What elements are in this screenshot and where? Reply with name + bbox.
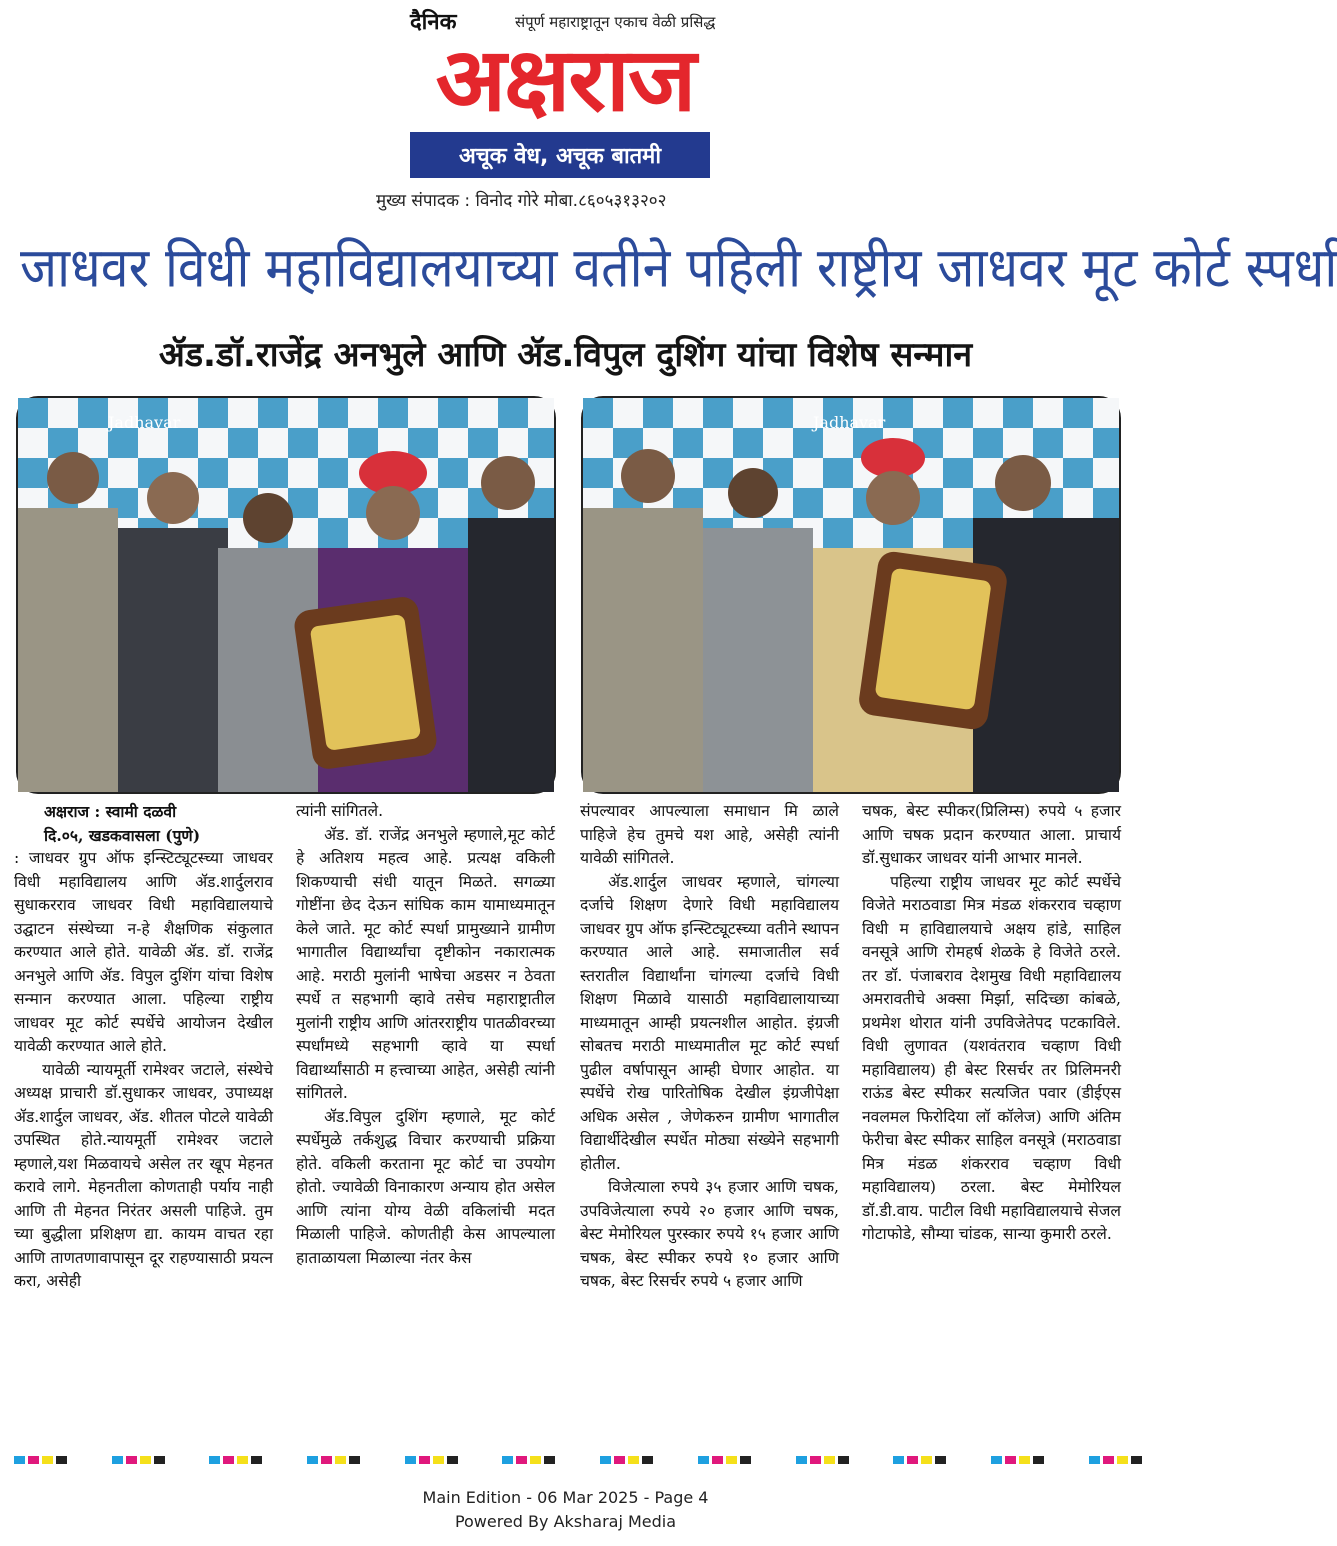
powered-by: Powered By Aksharaj Media [454,1512,677,1531]
paragraph: विजेत्याला रुपये ३५ हजार आणि चषक, उपविजेत्याला रुपये २० हजार आणि चषक, बेस्ट मेमोरियल पुरस्कार रुपये १५ हजार आणि चषक, बेस्ट स्पीकर रुपये १० हजार आणि चषक, बेस्ट रिसर्चर रुपये ५ हजार आणि [580,1178,839,1290]
registration-mark [307,1456,363,1464]
registration-mark [1089,1456,1145,1464]
photo-award-ceremony-right [583,398,1119,792]
article-column-1 [14,800,273,1294]
registration-mark [893,1456,949,1464]
paragraph: : जाधवर ग्रुप ऑफ इन्स्टिट्यूटस्च्या जाधवर विधी महाविद्यालय आणि ॲड.शार्दुलराव सुधाकरराव जाधवर विधी महाविद्यालयाचे उद्घाटन संस्थेच्या न-हे शैक्षणिक संकुलात करण्यात आले होते. यावेळी ॲड. डॉ. राजेंद्र अनभुले आणि ॲड. विपुल दुशिंग यांचा विशेष सन्मान करण्यात आला. पहिल्या राष्ट्रीय जाधवर मूट कोर्ट स्पर्धेचे आयोजन देखील यावेळी करण्यात आले होते. [14,849,273,1055]
registration-mark [405,1456,461,1464]
paragraph: त्यांनी सांगितले. [296,802,384,820]
registration-mark [991,1456,1047,1464]
photo-right [581,396,1121,794]
photo-award-ceremony-left [18,398,554,792]
article-column-2 [296,800,555,1270]
paragraph: ॲड.विपुल दुशिंग म्हणाले, मूट कोर्ट स्पर्धेमुळे तर्कशुद्ध विचार करण्याची प्रक्रिया होते. वकिली करताना मूट कोर्ट चा उपयोग होतो. ज्यावेळी विनाकारण अन्याय होत असेल आणि त्यांना योग्य वेळी वकिलांची मदत मिळाली पाहिजे. कोणतीही केस आपल्याला हाताळायला मिळाल्या नंतर केस [296,1107,555,1267]
registration-mark [796,1456,852,1464]
paragraph: यावेळी न्यायमूर्ती रामेश्वर जटाले, संस्थेचे अध्यक्ष प्राचारी डॉ.सुधाकर जाधवर, उपाध्यक्ष ॲड.शार्दुल जाधवर, ॲड. शीतल पोटले यावेळी उपस्थित होते.न्यायमूर्ती रामेश्वर जटाले म्हणाले,यश मिळवायचे असेल तर खूप मेहनत करावे लागे. मेहनतीला कोणताही पर्याय नाही आणि ती मेहनत निरंतर असली पाहिजे. तुम च्या बुद्धीला प्रशिक्षण द्या. कायम वाचत रहा आणि ताणतणावापासून दूर राहण्यासाठी प्रयत्न करा, असेही [14,1060,273,1290]
paragraph: ॲड. डॉ. राजेंद्र अनभुले म्हणाले,मूट कोर्ट हे अतिशय महत्व आहे. प्रत्यक्ष वकिली शिकण्याची संधी यातून मिळते. सगळ्या गोष्टींना छेद देऊन सांघिक काम यामाध्यमातून केले जाते. मूट कोर्ट स्पर्धा प्रामुख्याने ग्रामीण भागातील विद्यार्थ्यांचा दृष्टीकोन नकारात्मक आहे. मराठी मुलांनी भाषेचा अडसर न ठेवता स्पर्धे त सहभागी व्हावे तसेच महाराष्ट्रातील मुलांनी राष्ट्रीय आणि आंतरराष्ट्रीय पातळीवरच्या स्पर्धांमध्ये सहभागी व्हावे या स्पर्धा विद्यार्थ्यांसाठी म हत्त्वाच्या आहेत, असेही त्यांनी सांगितले. [296,825,555,1102]
registration-mark [600,1456,656,1464]
banner-text-left: Jadhavar [108,413,181,432]
photo-left [16,396,556,794]
article-column-4 [862,800,1121,1247]
registration-mark [209,1456,265,1464]
newspaper-logo: अक्षराज [435,28,695,131]
masthead-tagline: संपूर्ण महाराष्ट्रातून एकाच वेळी प्रसिद्ध [515,13,716,31]
registration-mark [502,1456,558,1464]
registration-mark [112,1456,168,1464]
article-column-3 [580,800,839,1294]
slogan-banner: अचूक वेध, अचूक बातमी [410,132,710,178]
subheadline: ॲड.डॉ.राजेंद्र अनभुले आणि ॲड.विपुल दुशिंग यांचा विशेष सन्मान [158,335,973,375]
paragraph: ॲड.शार्दुल जाधवर म्हणाले, चांगल्या दर्जाचे शिक्षण देणारे विधी महाविद्यालय जाधवर ग्रुप ऑफ इन्स्टिट्यूटस्च्या वतीने स्थापन करण्यात आले आहे. समाजातील सर्व स्तरातील विद्यार्थांना चांगल्या दर्जाचे विधी शिक्षण मिळावे यासाठी महाविद्यालायाच्या माध्यमातून आम्ही प्रयत्नशील आहोत. इंग्रजी सोबतच मराठी माध्यमातील मूट कोर्ट स्पर्धा पुढील वर्षापासून आम्ही घेणार आहोत. या स्पर्धेचे रोख पारितोषिक देखील इंग्रजीपेक्षा अधिक असेल , जेणेकरुन ग्रामीण भागातील विद्यार्थीदेखील स्पर्धेत मोठ्या संख्येने सहभागी होतील. [580,872,839,1173]
byline: अक्षराज : स्वामी दळवी [44,802,177,821]
paragraph: संपल्यावर आपल्याला समाधान मि ळाले पाहिजे हेच तुमचे यश आहे, असेही त्यांनी यावेळी सांगितले. [580,802,839,867]
article-body [14,800,1121,1432]
registration-mark [698,1456,754,1464]
paragraph: चषक, बेस्ट स्पीकर(प्रिलिम्स) रुपये ५ हजार आणि चषक प्रदान करण्यात आला. प्राचार्य डॉ.सुधाकर जाधवर यांनी आभार मानले. [862,802,1121,867]
edition-info: Main Edition - 06 Mar 2025 - Page 4 [422,1488,709,1507]
masthead [0,0,1131,220]
dateline: दि.०५, खडकवासला (पुणे) [44,825,201,845]
editor-line: मुख्य संपादक : विनोद गोरे मोबा.८६०५३१३२०२ [376,191,667,211]
banner-text-right: Jadhavar [813,413,886,432]
masthead-dainik: दैनिक [410,10,457,35]
color-registration-strip [14,1456,1118,1466]
registration-mark [14,1456,70,1464]
paragraph: पहिल्या राष्ट्रीय जाधवर मूट कोर्ट स्पर्धेचे विजेते मराठवाडा मित्र मंडळ शंकरराव चव्हाण विधी म हाविद्यालयाचे अक्षय हांडे, साहिल वनसूत्रे आणि रोमहर्ष शेळके हे विजेते ठरले. तर डॉ. पंजाबराव देशमुख विधी महाविद्यालय अमरावतीचे अक्सा मिर्झा, सदिच्छा कांबळे, प्रथमेश थोरात यांनी उपविजेतेपद पटकाविले. विधी लुणावत (यशवंतराव चव्हाण विधी महाविद्यालय) ही बेस्ट रिसर्चर तर प्रिलिमनरी राऊंड बेस्ट स्पीकर सत्यजित पवार (डीईएस नवलमल फिरोदिया लॉ कॉलेज) आणि अंतिम फेरीचा बेस्ट स्पीकर साहिल वनसूत्रे (मराठवाडा मित्र मंडळ शंकरराव चव्हाण विधी महाविद्यालय) ठरला. बेस्ट मेमोरियल डॉ.डी.वाय. पाटील विधी महाविद्यालयाचे सेजल गोटाफोडे, सौम्या चांडक, सान्या कुमारी ठरले. [862,872,1121,1243]
headline: जाधवर विधी महाविद्यालयाच्या वतीने पहिली राष्ट्रीय जाधवर मूट कोर्ट स्पर्धा [20,236,1337,300]
page-footer [0,1486,1131,1534]
